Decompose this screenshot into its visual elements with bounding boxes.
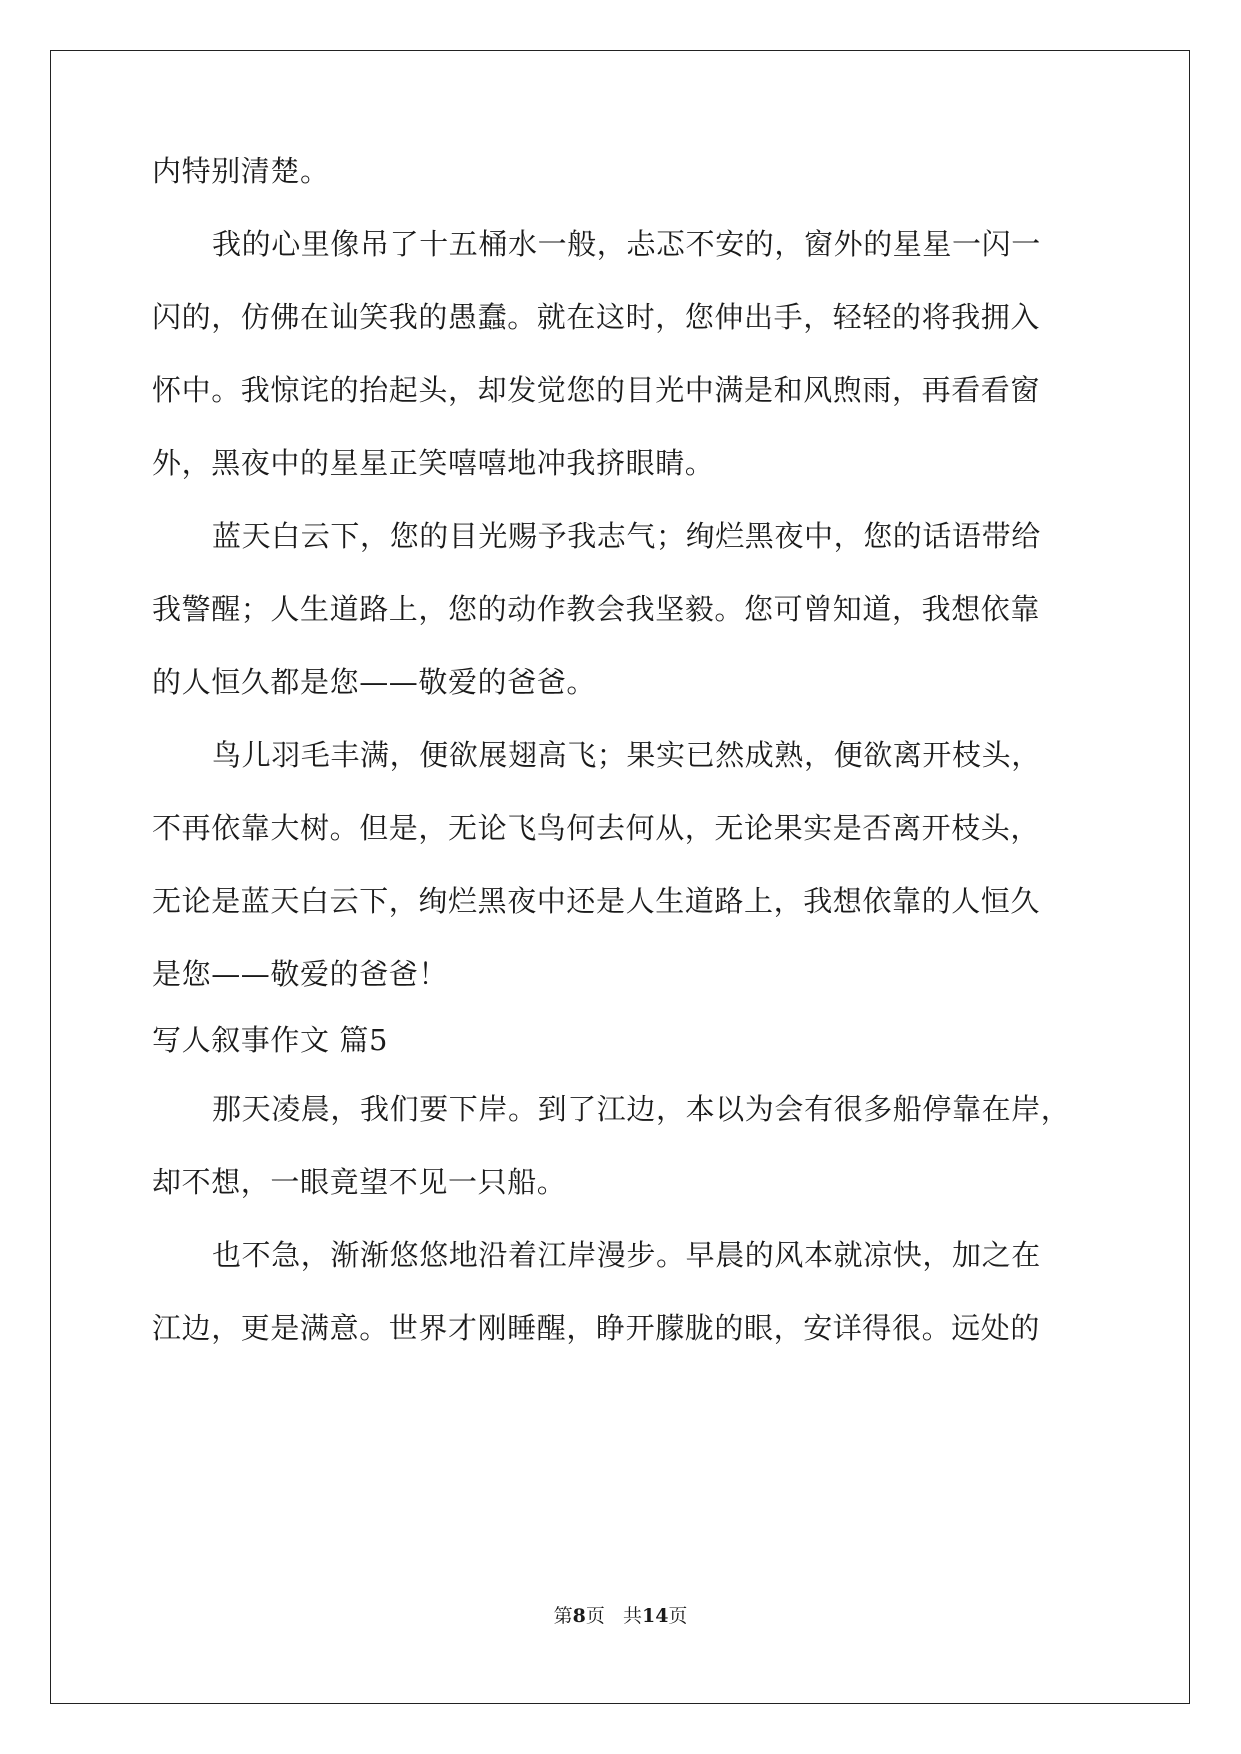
text-line-15: 也不急，渐渐悠悠地沿着江岸漫步。早晨的风本就凉快，加之在 bbox=[212, 1238, 1041, 1272]
text-line-5: 外，黑夜中的星星正笑嘻嘻地冲我挤眼睛。 bbox=[152, 446, 715, 480]
text-line-9: 鸟儿羽毛丰满，便欲展翅高飞；果实已然成熟，便欲离开枝头， bbox=[212, 738, 1041, 772]
footer-page-unit: 页 bbox=[585, 1605, 605, 1627]
page-footer bbox=[0, 1604, 1241, 1628]
text-line-10: 不再依靠大树。但是，无论飞鸟何去何从，无论果实是否离开枝头， bbox=[152, 811, 1041, 845]
text-line-16: 江边，更是满意。世界才刚睡醒，睁开朦胧的眼，安详得很。远处的 bbox=[152, 1311, 1041, 1345]
text-line-3: 闪的，仿佛在讪笑我的愚蠢。就在这时，您伸出手，轻轻的将我拥入 bbox=[152, 300, 1041, 334]
text-line-1: 内特别清楚。 bbox=[152, 154, 330, 188]
text-line-8: 的人恒久都是您——敬爱的爸爸。 bbox=[152, 665, 597, 699]
text-line-14: 却不想，一眼竟望不见一只船。 bbox=[152, 1165, 567, 1199]
text-line-4: 怀中。我惊诧的抬起头，却发觉您的目光中满是和风煦雨，再看看窗 bbox=[152, 373, 1041, 407]
text-line-7: 我警醒；人生道路上，您的动作教会我坚毅。您可曾知道，我想依靠 bbox=[152, 592, 1041, 626]
text-line-13: 那天凌晨，我们要下岸。到了江边，本以为会有很多船停靠在岸， bbox=[212, 1092, 1071, 1126]
footer-total-unit: 页 bbox=[668, 1605, 688, 1627]
section-heading: 写人叙事作文 篇5 bbox=[152, 1023, 389, 1057]
footer-prefix: 第 bbox=[553, 1605, 573, 1627]
text-line-6: 蓝天白云下，您的目光赐予我志气；绚烂黑夜中，您的话语带给 bbox=[212, 519, 1041, 553]
text-line-12: 是您——敬爱的爸爸！ bbox=[152, 957, 449, 991]
current-page-number: 8 bbox=[572, 1605, 586, 1627]
text-line-11: 无论是蓝天白云下，绚烂黑夜中还是人生道路上，我想依靠的人恒久 bbox=[152, 884, 1041, 918]
footer-total-prefix: 共 bbox=[622, 1605, 642, 1627]
total-page-number: 14 bbox=[641, 1605, 669, 1627]
text-line-2: 我的心里像吊了十五桶水一般，忐忑不安的，窗外的星星一闪一 bbox=[212, 227, 1041, 261]
